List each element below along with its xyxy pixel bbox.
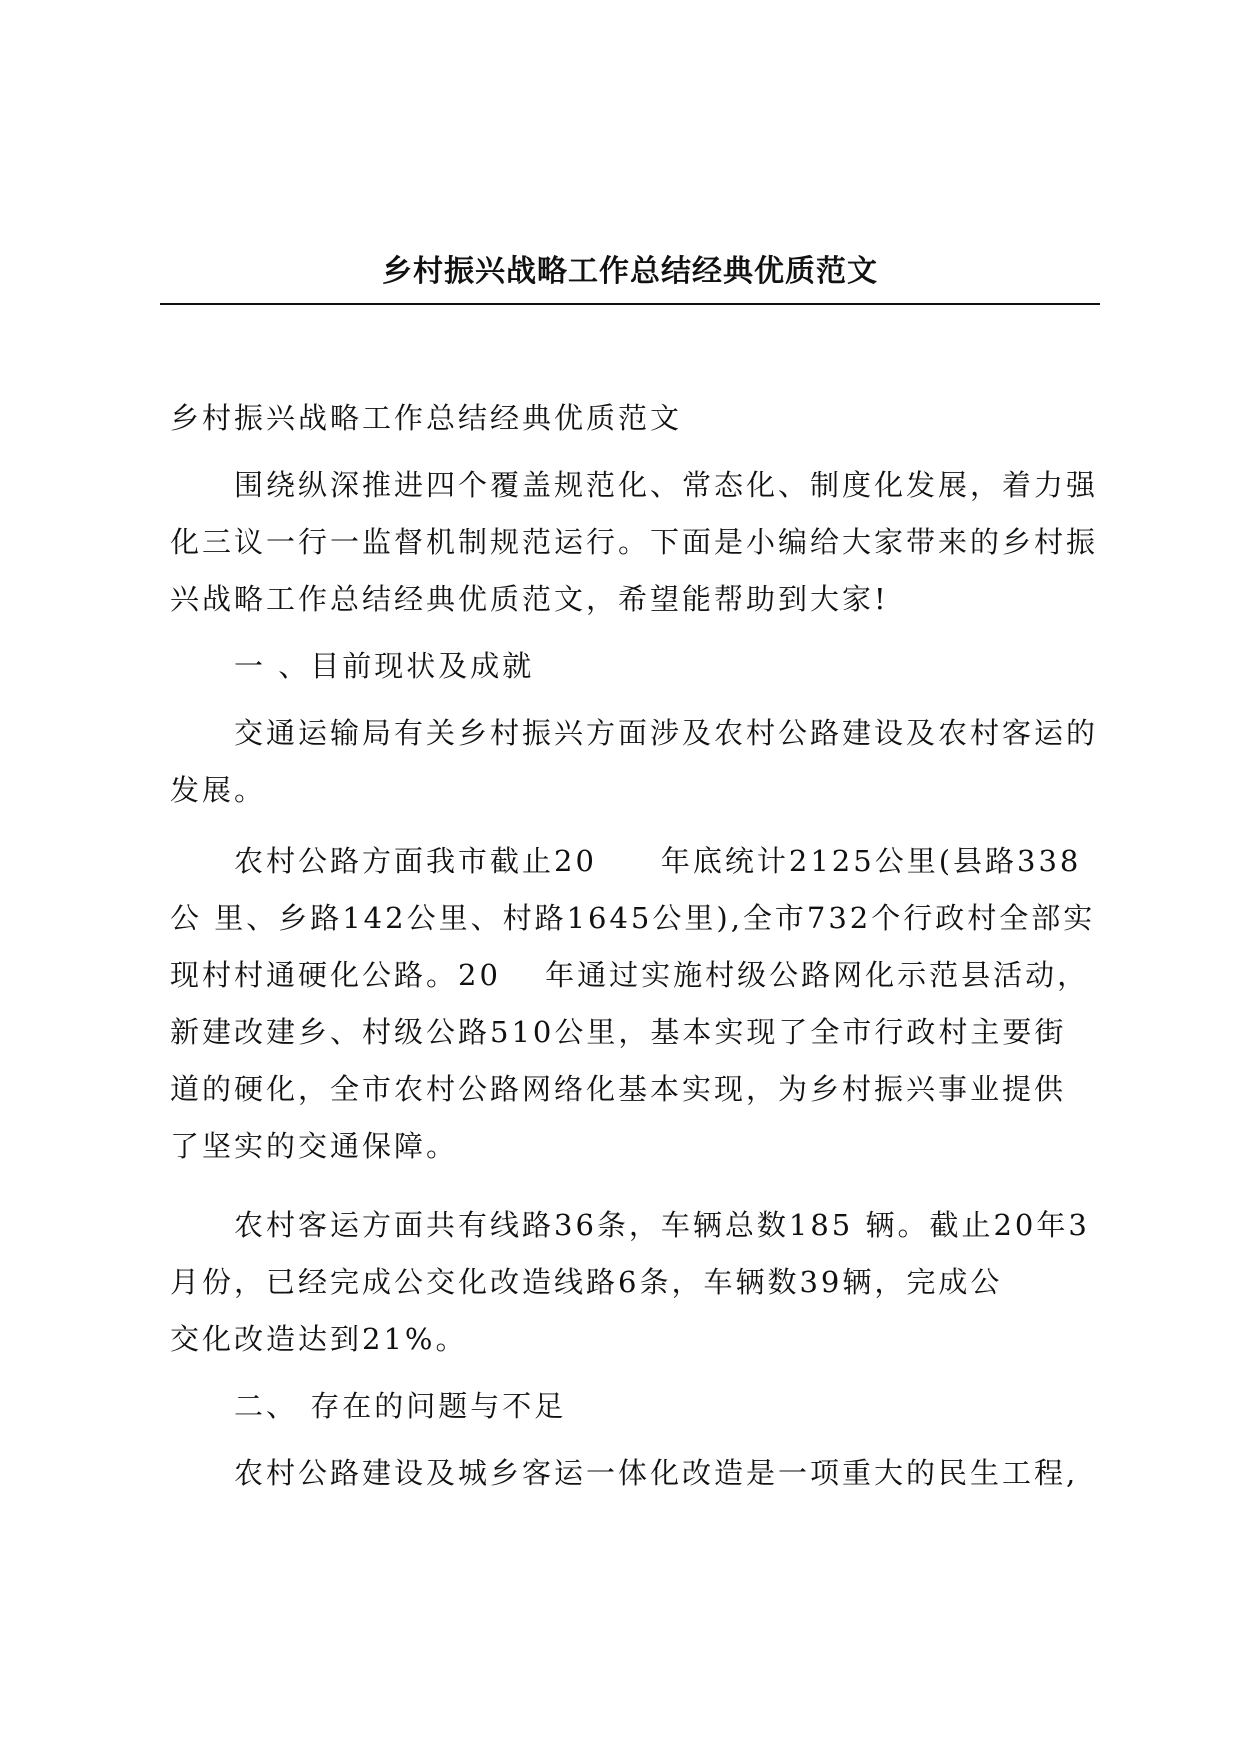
- section-heading-status: 一 、目前现状及成就: [234, 649, 535, 683]
- paragraph-rural-bus-continued: 交化改造达到21%。: [170, 1322, 468, 1356]
- paragraph-rural-bus: 农村客运方面共有线路36条，车辆总数185 辆。截止20年3月份，已经完成公交化改造线路6条，车辆数39辆，完成公: [170, 1208, 1090, 1299]
- document-body: [170, 390, 1100, 1502]
- paragraph-transport: 交通运输局有关乡村振兴方面涉及农村公路建设及农村客运的发展。: [170, 716, 1099, 807]
- title-underline: [160, 303, 1100, 305]
- section-heading-problems: 二、 存在的问题与不足: [234, 1389, 567, 1423]
- paragraph-rural-roads: 农村公路方面我市截止20 年底统计2125公里(县路338公 里、乡路142公里、村路1645公里),全市732个行政村全部实 现村村通硬化公路。20 年通过实施村级公路网化示范县活动， 新建改建乡、村级公路510公里，基本实现了全市行政村主要街 道的硬化，全市农村公路网络化基本实现，为乡村振兴事业提供: [170, 844, 1096, 1106]
- paragraph-heading: 乡村振兴战略工作总结经典优质范文: [170, 401, 683, 435]
- paragraph-rural-roads-continued: 了坚实的交通保障。: [170, 1129, 459, 1163]
- document-title: 乡村振兴战略工作总结经典优质范文: [382, 254, 878, 289]
- paragraph-problems: 农村公路建设及城乡客运一体化改造是一项重大的民生工程,: [234, 1456, 1079, 1490]
- paragraph-intro: 围绕纵深推进四个覆盖规范化、常态化、制度化发展，着力强化三议一行一监督机制规范运行。下面是小编给大家带来的乡村振兴战略工作总结经典优质范文，希望能帮助到大家!: [170, 468, 1099, 616]
